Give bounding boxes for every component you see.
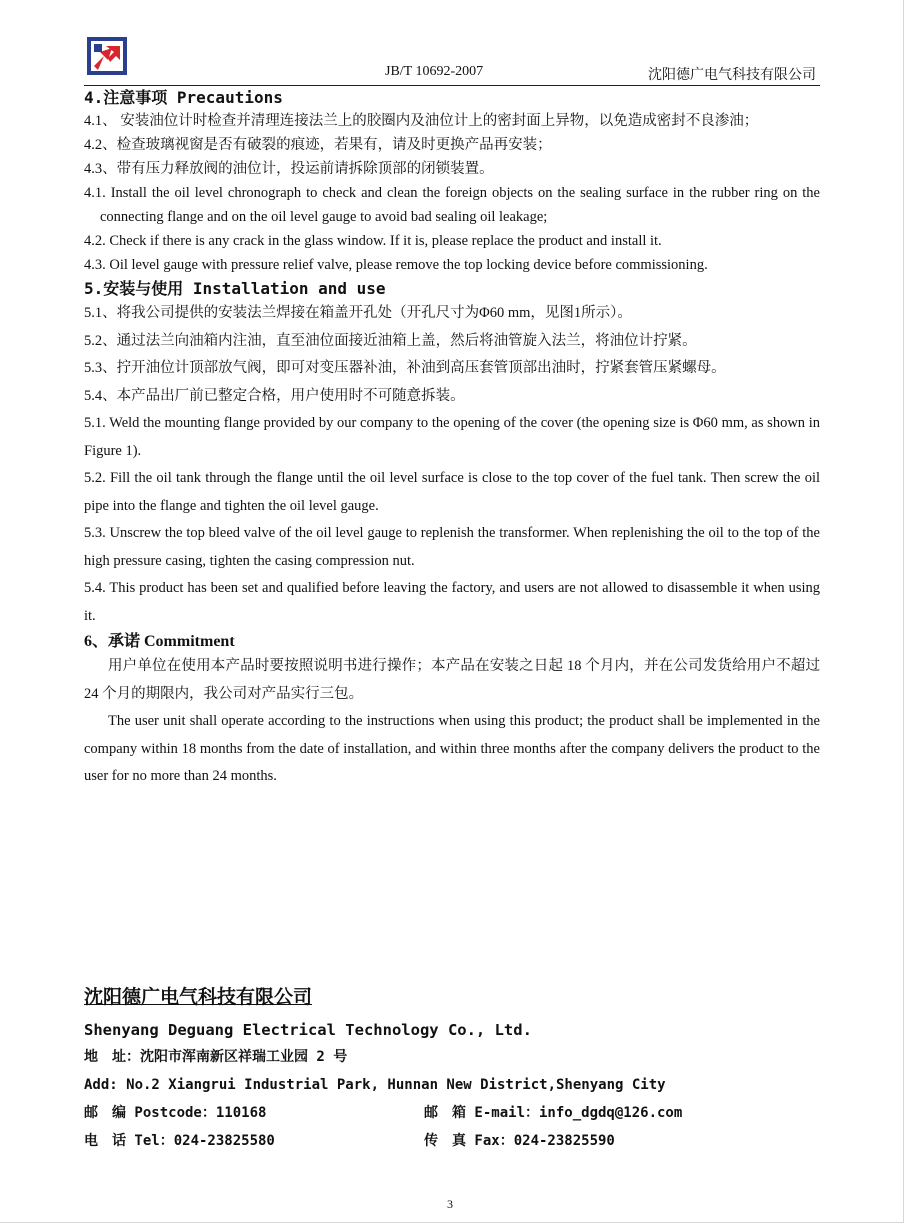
footer-company-en: Shenyang Deguang Electrical Technology Co., Ltd. <box>84 1021 532 1039</box>
s4-item-en-2: 4.2. Check if there is any crack in the glass window. If it is, please replace the product and install it. <box>84 233 662 249</box>
footer-tel-fax-row <box>84 1127 820 1155</box>
s5-item-cn-3: 5.3、拧开油位计顶部放气阀，即可对变压器补油，补油到高压套管顶部出油时，拧紧套管压紧螺母。 <box>84 360 726 376</box>
document-body <box>84 86 820 791</box>
footer-address-en: Add: No.2 Xiangrui Industrial Park, Hunnan New District,Shenyang City <box>84 1077 666 1093</box>
s5-item-cn-4: 5.4、本产品出厂前已整定合格，用户使用时不可随意拆装。 <box>84 387 465 404</box>
page-number: 3 <box>447 1197 453 1211</box>
s5-item-cn-1: 5.1、将我公司提供的安装法兰焊接在箱盖开孔处（开孔尺寸为Φ60 mm，见图1所示）。 <box>84 305 632 321</box>
footer-company-cn: 沈阳德广电气科技有限公司 <box>84 986 313 1008</box>
s5-item-en-2: 5.2. Fill the oil tank through the flange until the oil level surface is close to the top cover of the fuel tank. Then screw the oil pipe into the flange and tighten the oil level gauge. <box>84 470 820 514</box>
footer-fax: 传 真 Fax：024-23825590 <box>424 1133 615 1149</box>
s5-item-en-1: 5.1. Weld the mounting flange provided by our company to the opening of the cover (the opening size is Φ60 mm, as shown in Figure 1). <box>84 415 820 459</box>
s5-item-en-4: 5.4. This product has been set and qualified before leaving the factory, and users are not allowed to disassemble it when using it. <box>84 580 820 624</box>
s4-item-cn-3: 4.3、带有压力释放阀的油位计，投运前请拆除顶部的闭锁装置。 <box>84 161 494 177</box>
footer-postcode: 邮 编 Postcode：110168 <box>84 1105 267 1121</box>
contact-footer <box>84 982 820 1155</box>
footer-address-cn: 地 址：沈阳市浑南新区祥瑞工业园 2 号 <box>84 1049 348 1065</box>
s6-para-en: The user unit shall operate according to the instructions when using this product; the product shall be implemented in the company within 18 months from the date of installation, and within three months after the company delivers the product to the user for no more than 24 months. <box>84 713 820 784</box>
section-6-title: 6、承诺 Commitment <box>84 633 235 650</box>
s4-item-en-3: 4.3. Oil level gauge with pressure relief valve, please remove the top locking device before commissioning. <box>84 257 708 273</box>
section-4-title: 4.注意事项 Precautions <box>84 88 283 107</box>
s4-item-cn-2: 4.2、检查玻璃视窗是否有破裂的痕迹，若果有，请及时更换产品再安装； <box>84 137 552 153</box>
s5-item-en-3: 5.3. Unscrew the top bleed valve of the oil level gauge to replenish the transformer. When replenishing the oil to the top of the high pressure casing, tighten the casing compression nut. <box>84 525 820 569</box>
footer-postcode-email-row <box>84 1099 820 1127</box>
section-5-title: 5.安装与使用 Installation and use <box>84 279 386 298</box>
footer-tel: 电 话 Tel：024-23825580 <box>84 1133 275 1149</box>
header-standard-code: JB/T 10692-2007 <box>385 64 484 79</box>
footer-email[interactable]: 邮 箱 E-mail：info_dgdq@126.com <box>424 1105 683 1121</box>
s4-item-en-1: 4.1. Install the oil level chronograph to check and clean the foreign objects on the sealing surface in the rubber ring on the connecting flange and on the oil level gauge to avoid bad sealing oil leakage; <box>84 185 820 225</box>
s6-para-cn: 用户单位在使用本产品时要按照说明书进行操作；本产品在安装之日起 18 个月内，并在公司发货给用户不超过 24 个月的期限内，我公司对产品实行三包。 <box>84 658 820 702</box>
header-company-name: 沈阳德广电气科技有限公司 <box>648 68 816 83</box>
s5-item-cn-2: 5.2、通过法兰向油箱内注油，直至油位面接近油箱上盖，然后将油管旋入法兰，将油位计拧紧。 <box>84 332 697 349</box>
company-logo-icon <box>86 36 128 76</box>
s4-item-cn-1: 4.1、 安装油位计时检查并清理连接法兰上的胶圈内及油位计上的密封面上异物，以免造成密封不良渗油； <box>84 113 759 129</box>
